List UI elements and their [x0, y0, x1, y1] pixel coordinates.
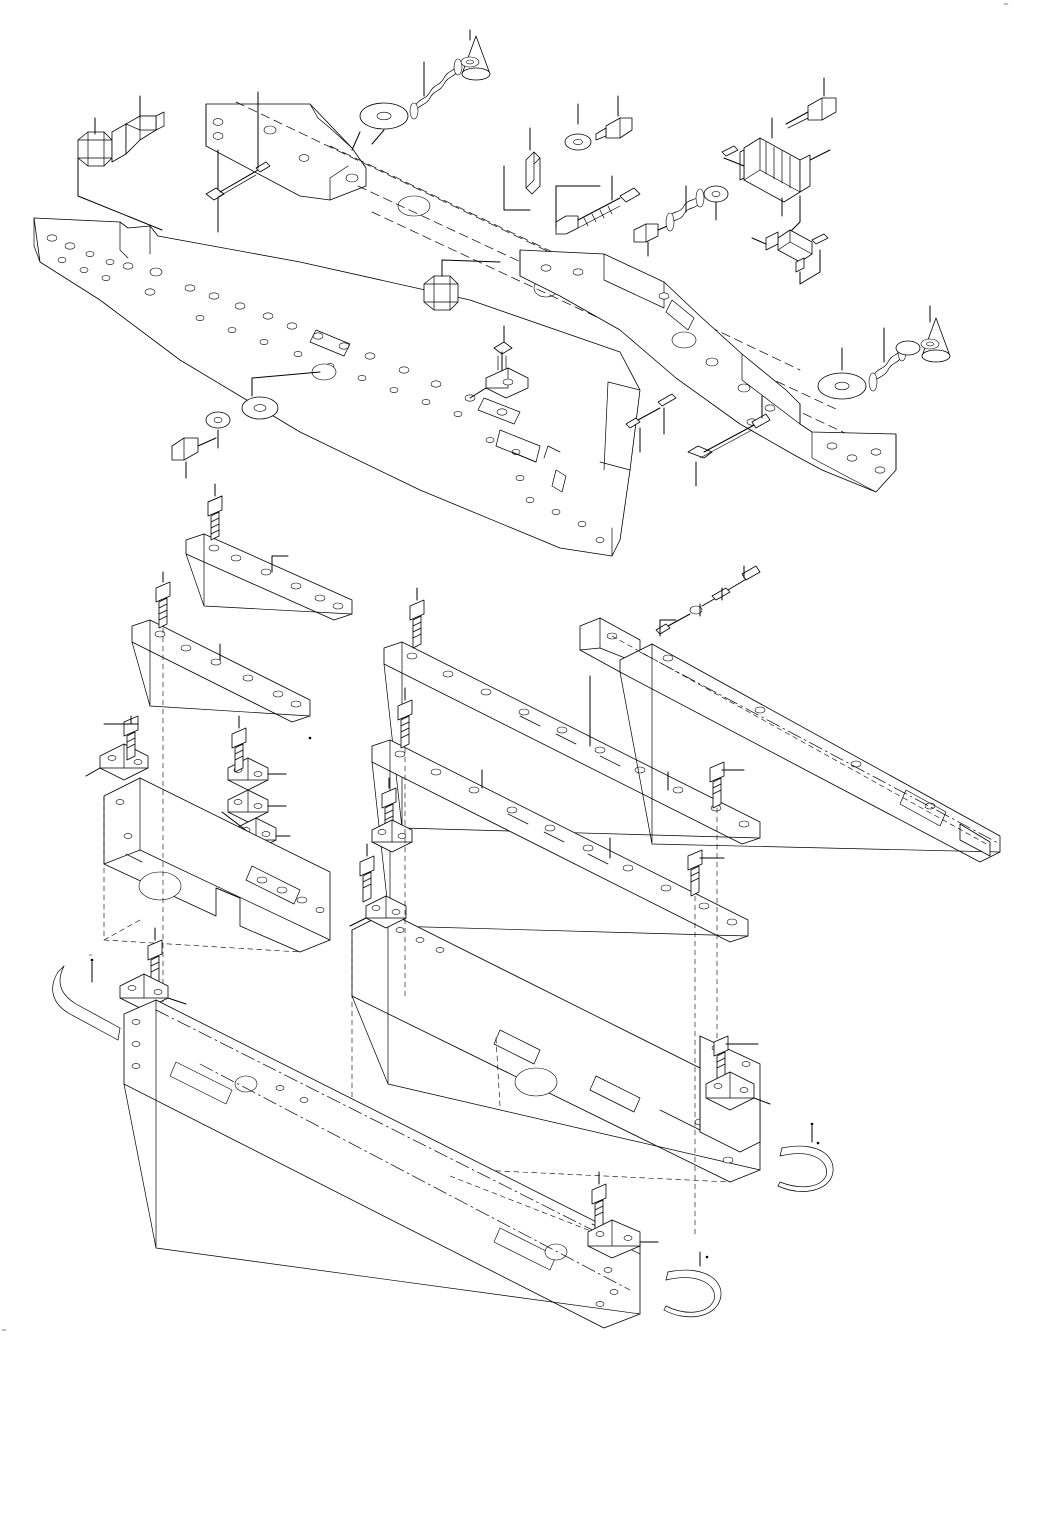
hex-bolt-diagonal-left [206, 162, 270, 200]
shoulder-screw-plate-r1 [360, 856, 374, 902]
clamp-block-3 [228, 790, 268, 822]
leader-hexnut [78, 158, 162, 230]
washer-spring-seat-top [352, 30, 490, 150]
conical-spring-seat-top [461, 36, 490, 80]
guide-loop-right [778, 1146, 833, 1191]
pneumatic-cylinder [722, 138, 830, 202]
bolt-spring-stack [634, 186, 728, 242]
leader-clamp-1 [86, 768, 100, 776]
socket-bolt-upper-right [786, 98, 836, 128]
threaded-rod-spring [556, 188, 640, 234]
compression-spring-right-upper [666, 189, 704, 231]
base-plate-mid-left [104, 778, 330, 952]
bolt-washer-midleft [172, 397, 278, 460]
perforated-rail-1 [186, 534, 352, 620]
hex-nut-and-bolt-left [78, 96, 164, 166]
washer-bolt-center [565, 118, 632, 150]
shoulder-screw-rail-2 [156, 582, 170, 628]
shoulder-screw-rail-1 [208, 496, 222, 540]
leader-washer-top [372, 130, 384, 144]
hex-nut-mid [424, 276, 458, 310]
outline-dash-plate-left2 [104, 920, 140, 940]
shoulder-screw-rail-3 [410, 600, 424, 648]
conical-spring-seat-right [921, 318, 950, 362]
leader-clamp-lower-left [168, 998, 186, 1004]
perforated-rail-2 [132, 620, 310, 722]
slide-bar-assembly [580, 618, 1000, 862]
fitting-manifold [752, 230, 828, 284]
compression-spring-top [410, 59, 462, 119]
clamp-block-plate-r2 [372, 820, 412, 852]
bracket-plate-upper-left [206, 104, 366, 200]
long-bolt-mid-right [688, 414, 770, 458]
registration-marks [2, 4, 1008, 1330]
clamp-block-1 [100, 744, 148, 780]
perforated-rail-4 [372, 740, 748, 942]
guide-loop-bottom [664, 1270, 721, 1317]
u-bracket-center [526, 152, 540, 194]
shoulder-screw-rail-4 [398, 700, 412, 748]
leader-cylinder-port [790, 196, 800, 232]
shoulder-screw-right-2 [688, 850, 702, 896]
side-rail-left [34, 196, 640, 556]
guide-loop-left [53, 966, 120, 1040]
clamp-block-2 [228, 758, 268, 790]
